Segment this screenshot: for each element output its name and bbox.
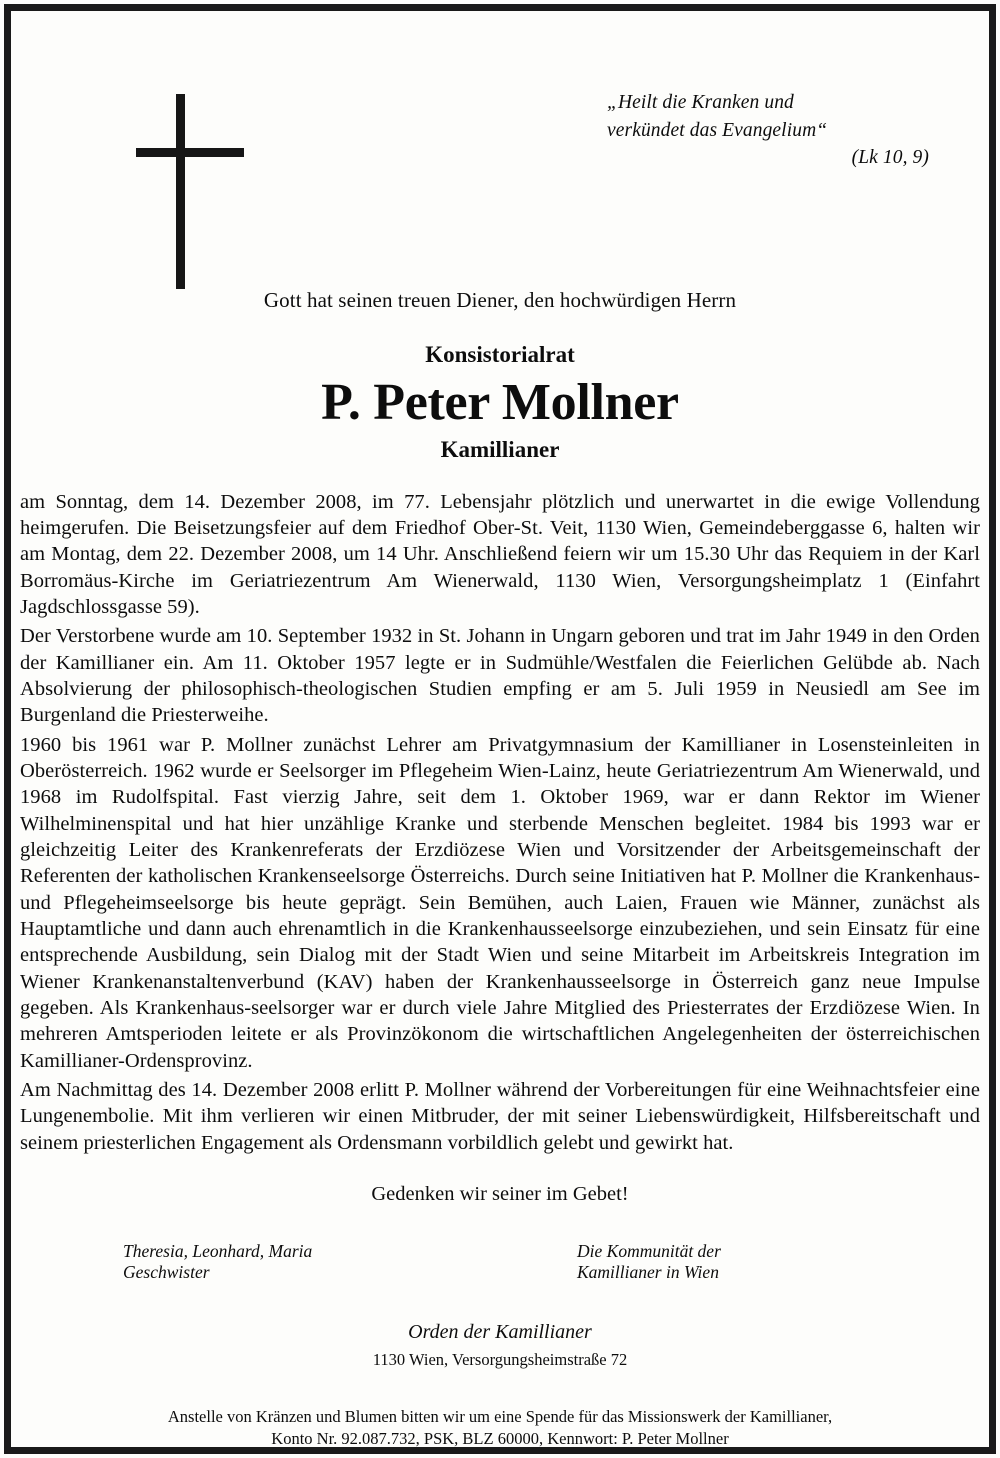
organization-address: 1130 Wien, Versorgungsheimstraße 72 [372,1349,628,1369]
notice-header [11,11,989,286]
cross-vertical-bar [176,94,185,289]
scripture-quote-line-1: „Heilt die Kranken und [607,92,794,113]
signature-community [500,1241,989,1284]
deceased-name: P. Peter Mollner [321,374,679,431]
scripture-quote-line-2: verkündet das Evangelium“ [607,119,828,141]
obituary-paragraph: 1960 bis 1961 war P. Mollner zunächst Lehrer am Privatgymnasium der Kamillianer in Losensteinleiten in Oberösterreich. 1962 wurde er Seelsorger im Pflegeheim Wien-Lainz, heute Geriatriezentrum Am Wienerwald, und 1968 im Rudolfspital. Fast vierzig Jahre, seit dem 1. Oktober 1969, war er dann Rektor im Wiener Wilhelminenspital und hat hier unzählige Kranke und sterbende Menschen begleitet. 1984 bis 1993 war er gleichzeitig Leiter des Krankenreferats der Erzdiözese Wien und Vorsitzender der Arbeitsgemeinschaft der Referenten der katholischen Krankenseelsorge Österreichs. Durch seine Initiativen hat P. Mollner die Krankenhaus- und Pflegeheimseelsorge bis heute geprägt. Sein Bemühen, auch Laien, Frauen wie Männer, zunächst als Hauptamtliche und dann auch ehrenamtlich in die Krankenhausseelsorge einzubeziehen, und sein Einsatz für eine entsprechende Ausbildung, sein Dialog mit der Stadt Wien und seine Mitarbeit im Arbeitskreis Integration im Wiener Krankenanstaltenverbund (KAV) haben der Krankenhausseelsorge in Österreich ganz neue Impulse gegeben. Als Krankenhaus-seelsorger war er durch viele Jahre Mitglied des Priesterrates der Erzdiözese Wien. In mehreren Amtsperioden leitete er als Provinzökonom die wirtschaftlichen Angelegenheiten der österreichischen Kamillianer-Ordensprovinz. [20,733,980,1072]
obituary-paragraph: Der Verstorbene wurde am 10. September 1932 in St. Johann in Ungarn geboren und trat im Jahr 1949 in den Orden der Kamillianer ein. Am 11. Oktober 1957 legte er in Sudmühle/Westfalen die Feierlichen Gelübde ab. Nach Absolvierung der philosophisch-theologischen Studien empfing er am 5. Juli 1959 in Neusiedl am See im Burgenland die Priesterweihe. [20,625,980,727]
christian-cross-icon [124,94,244,289]
donation-line-1: Anstelle von Kränzen und Blumen bitten wir um eine Spende für das Missionswerk der Kamillianer, [167,1406,833,1426]
donation-request [11,1406,989,1452]
cross-horizontal-bar [136,148,244,157]
signature-community-line-2: Kamillianer in Wien [577,1262,719,1283]
prayer-call: Gedenken wir seiner im Gebet! [371,1182,629,1205]
obituary-body [20,463,980,1156]
scripture-reference: (Lk 10, 9) [851,147,929,169]
signature-family [11,1241,500,1284]
signature-block [11,1241,989,1284]
signature-family-relation: Geschwister [123,1262,210,1283]
scripture-quote [601,89,931,172]
donation-line-2: Konto Nr. 92.087.732, PSK, BLZ 60000, Kennwort: P. Peter Mollner [271,1429,729,1449]
title-rank: Konsistorialrat [425,342,575,367]
intro-line: Gott hat seinen treuen Diener, den hochwürdigen Herrn [263,288,737,312]
organization-name: Orden der Kamillianer [408,1320,592,1343]
signature-family-names: Theresia, Leonhard, Maria [123,1240,313,1261]
religious-order: Kamillianer [440,436,560,462]
obituary-paragraph: Am Nachmittag des 14. Dezember 2008 erlitt P. Mollner während der Vorbereitungen für eine Weihnachtsfeier eine Lungenembolie. Mit ihm verlieren wir einen Mitbruder, der mit seiner Liebenswürdigkeit, Hilfsbereitschaft und seinem priesterlichen Engagement als Ordensmann vorbildlich gelebt und gewirkt hat. [20,1078,980,1154]
signature-community-line-1: Die Kommunität der [577,1240,721,1261]
obituary-paragraph: am Sonntag, dem 14. Dezember 2008, im 77. Lebensjahr plötzlich und unerwartet in die ewige Vollendung heimgerufen. Die Beisetzungsfeier auf dem Friedhof Ober-St. Veit, 1130 Wien, Gemeindeberggasse 6, halten wir am Montag, dem 22. Dezember 2008, um 14 Uhr. Anschließend feiern wir um 15.30 Uhr das Requiem in der Karl Borromäus-Kirche im Geriatriezentrum Am Wienerwald, 1130 Wien, Versorgungsheimplatz 1 (Einfahrt Jagdschlossgasse 59). [20,490,980,618]
notice-content [11,11,989,1447]
